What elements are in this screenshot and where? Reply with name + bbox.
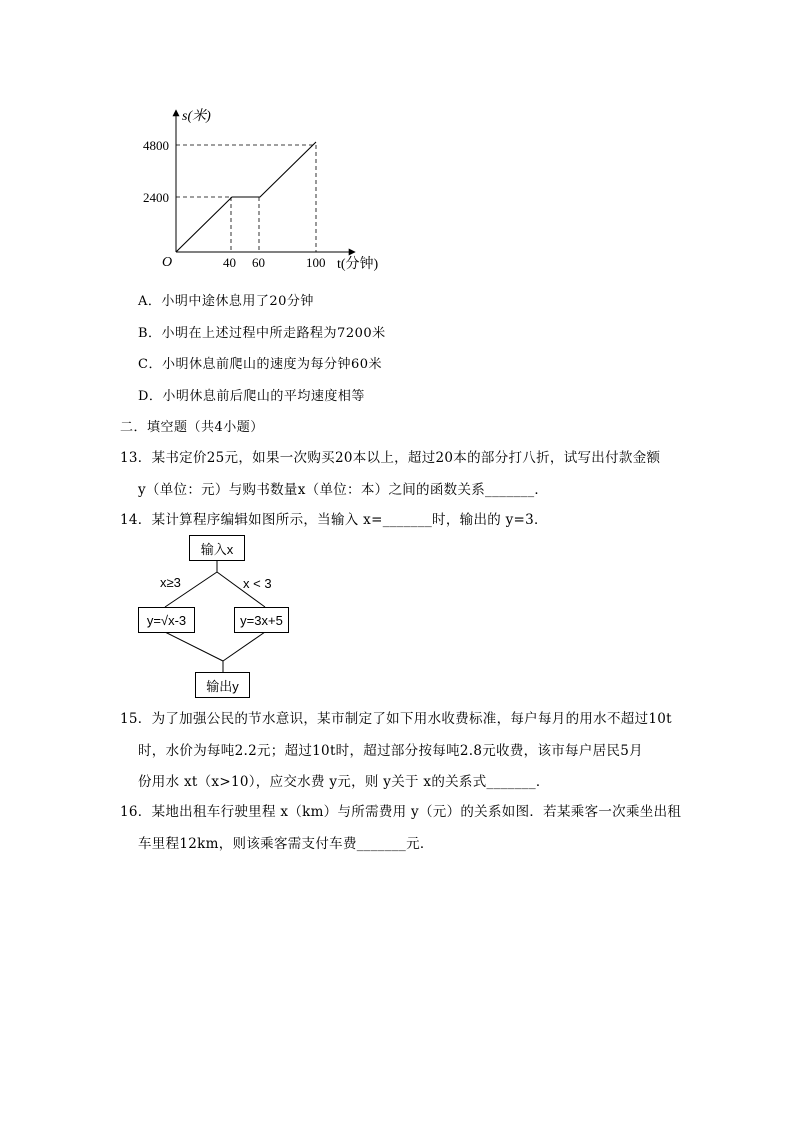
option-d: D．小明休息前后爬山的平均速度相等 [138,389,365,404]
origin-label: O [162,255,173,270]
q13-line2: y（单位：元）与购书数量x（单位：本）之间的函数关系_______． [138,482,549,498]
y-axis-label: s(米) [182,109,211,124]
flow-left-label: y=√x-3 [146,612,187,628]
flow-output-label: 输出y [206,678,239,694]
q15-line3: 份用水 xt（x>10），应交水费 y元，则 y关于 x的关系式_______． [138,774,550,790]
section-heading: 二．填空题（共4小题） [120,420,264,435]
flow-left-box [138,607,195,633]
y-tick-4800: 4800 [143,138,169,153]
flow-input-box [189,535,245,561]
flow-cond-left: x≥3 [160,575,181,590]
flow-right-box [234,607,289,633]
option-a: A．小明中途休息用了20分钟 [138,294,314,309]
q16-line2: 车里程12km，则该乘客需支付车费_______元． [138,836,434,852]
x-tick-60: 60 [252,255,265,270]
distance-time-graph [143,100,400,280]
flow-output-box [195,672,250,698]
option-b: B．小明在上述过程中所走路程为7200米 [138,326,386,341]
q13-line1: 13．某书定价25元，如果一次购买20本以上，超过20本的部分打八折，试写出付款金额 [120,450,661,466]
option-c: C．小明休息前爬山的速度为每分钟60米 [138,357,382,372]
flow-input-label: 输入x [200,541,234,557]
x-tick-100: 100 [306,255,326,270]
q15-line2: 时，水价为每吨2.2元；超过10t时，超过部分按每吨2.8元收费，该市每户居民5月 [138,743,643,759]
x-axis-label: t(分钟) [337,257,379,272]
q15-line1: 15．为了加强公民的节水意识，某市制定了如下用水收费标准，每户每月的用水不超过10t [120,711,672,727]
flow-cond-right: x < 3 [243,576,272,591]
y-tick-2400: 2400 [143,190,169,205]
flow-right-label: y=3x+5 [240,612,283,628]
q16-line1: 16．某地出租车行驶里程 x（km）与所需费用 y（元）的关系如图．若某乘客一次乘坐出租 [120,804,682,820]
x-tick-40: 40 [223,255,236,270]
q14-text: 14．某计算程序编辑如图所示，当输入 x=_______时，输出的 y=3． [120,512,548,528]
